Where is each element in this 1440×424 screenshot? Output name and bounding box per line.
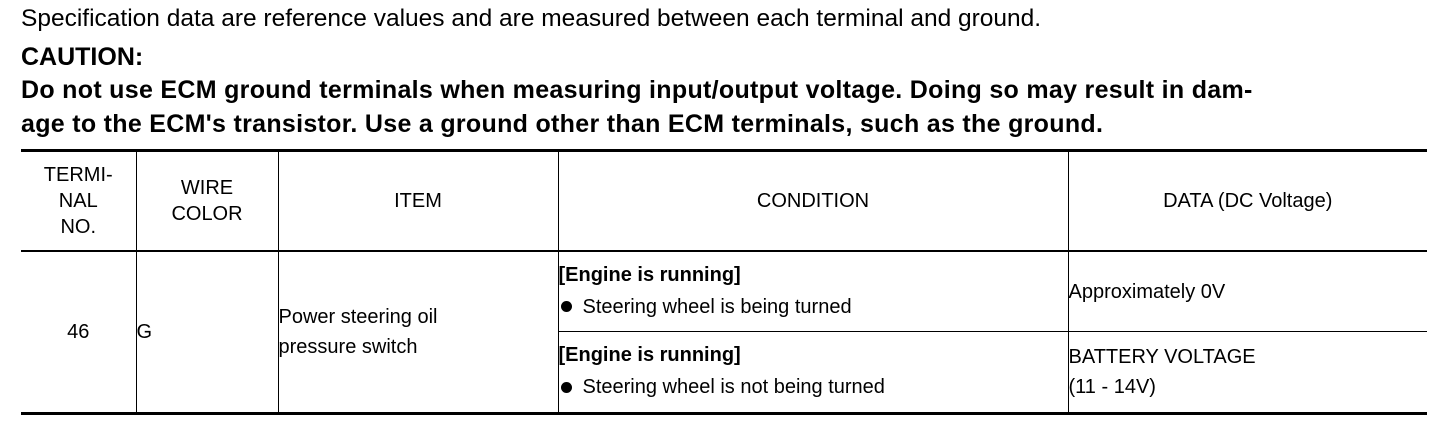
bullet-icon (561, 301, 572, 312)
header-terminal-line-2: NAL (58, 190, 98, 212)
data-line-1: Approximately 0V (1068, 280, 1226, 303)
bullet-icon (561, 382, 572, 393)
table-row (21, 251, 1427, 332)
data-line-1: BATTERY VOLTAGE (1068, 346, 1256, 368)
header-condition: CONDITION (558, 151, 1068, 252)
header-terminal-line-1: TERMI- (43, 164, 113, 186)
caution-heading: CAUTION: (21, 43, 144, 71)
table-header-row (21, 151, 1427, 252)
caution-text-line-1: Do not use ECM ground terminals when measuring input/output voltage. Doing so may result in dam- (21, 76, 1253, 104)
header-terminal-no (21, 151, 136, 252)
header-wire-color (136, 151, 278, 252)
condition-cell (558, 251, 1068, 332)
terminal-spec-table (21, 149, 1427, 415)
wire-color: G (136, 251, 278, 414)
condition-heading: [Engine is running] (558, 344, 741, 366)
header-data: DATA (DC Voltage) (1068, 151, 1427, 252)
item-cell (278, 251, 558, 414)
condition-cell (558, 332, 1068, 414)
data-line-2: (11 - 14V) (1068, 376, 1156, 398)
caution-text-line-2: age to the ECM's transistor. Use a ground other than ECM terminals, such as the ground. (21, 110, 1104, 138)
terminal-number: 46 (21, 251, 136, 414)
condition-heading: [Engine is running] (558, 263, 741, 286)
spec-note: Specification data are reference values and are measured between each terminal and ground. (21, 5, 1042, 32)
header-wire-line-2: COLOR (171, 203, 243, 225)
header-item: ITEM (278, 151, 558, 252)
header-wire-line-1: WIRE (180, 177, 234, 199)
condition-bullet (559, 290, 1068, 324)
condition-bullet-text: Steering wheel is being turned (582, 295, 852, 318)
condition-bullet-text: Steering wheel is not being turned (582, 376, 885, 398)
item-line-1: Power steering oil (278, 306, 438, 328)
item-line-2: pressure switch (278, 336, 418, 358)
condition-bullet (559, 370, 1068, 404)
header-terminal-line-3: NO. (60, 216, 97, 238)
data-cell (1068, 332, 1427, 414)
data-cell (1068, 251, 1427, 332)
